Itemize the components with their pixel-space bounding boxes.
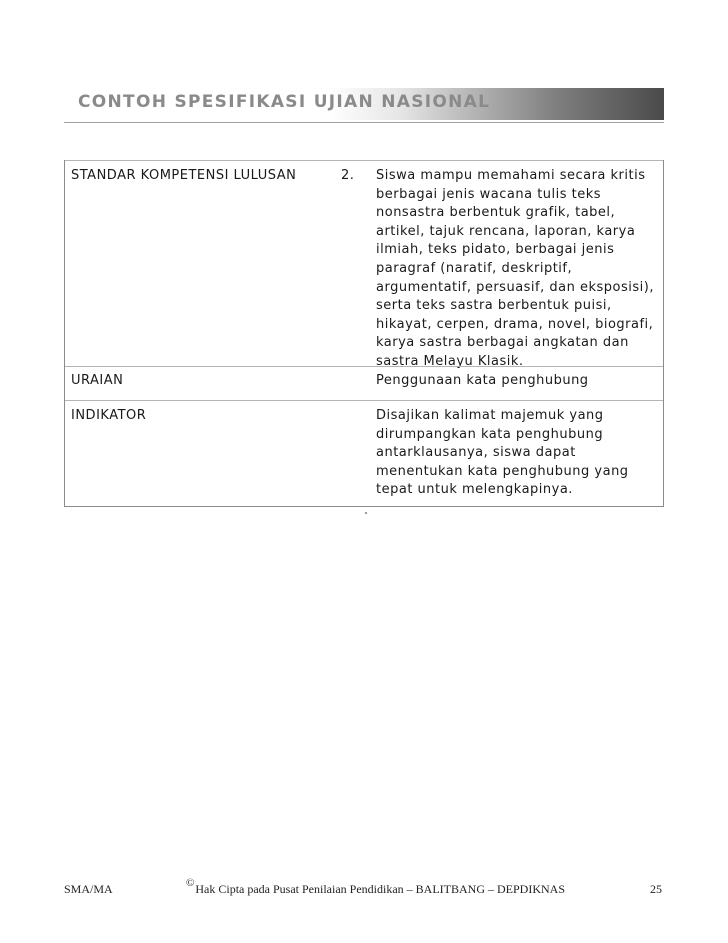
row-label: STANDAR KOMPETENSI LULUSAN [71, 168, 297, 183]
page-number: 25 [650, 882, 662, 896]
section-title: CONTOH SPESIFIKASI UJIAN NASIONAL [78, 92, 491, 112]
table-row-indikator [65, 400, 663, 506]
row-description: Disajikan kalimat majemuk yang dirumpangkan kata penghubung antarklausanya, siswa dapat menentukan kata penghubung yang tepat untuk melengkapinya. [376, 408, 629, 498]
table-row-uraian [65, 366, 663, 400]
row-description: Siswa mampu memahami secara kritis berbagai jenis wacana tulis teks nonsastra berbentuk grafik, tabel, artikel, tajuk rencana, laporan, karya ilmiah, teks pidato, berbagai jenis paragraf (naratif, deskriptif, argumentatif, persuasif, dan eksposisi), serta teks sastra berbentuk puisi, hikayat, cerpen, drama, novel, biografi, karya sastra berbagai angkatan dan sastra Melayu Klasik. [376, 168, 654, 369]
footer-copyright [186, 877, 565, 897]
row-label: URAIAN [71, 373, 124, 388]
section-header-banner [64, 88, 664, 120]
table-row-standar-kompetensi [65, 160, 663, 369]
specification-table [64, 160, 664, 507]
copyright-text: Hak Cipta pada Pusat Penilaian Pendidikan – BALITBANG – DEPDIKNAS [195, 882, 565, 896]
row-number: 2. [341, 168, 355, 183]
row-label: INDIKATOR [71, 408, 147, 423]
footer-school-level: SMA/MA [64, 882, 113, 896]
stray-mark [365, 512, 367, 514]
row-description: Penggunaan kata penghubung [376, 373, 589, 388]
copyright-symbol: © [186, 877, 195, 889]
header-divider [64, 122, 664, 123]
